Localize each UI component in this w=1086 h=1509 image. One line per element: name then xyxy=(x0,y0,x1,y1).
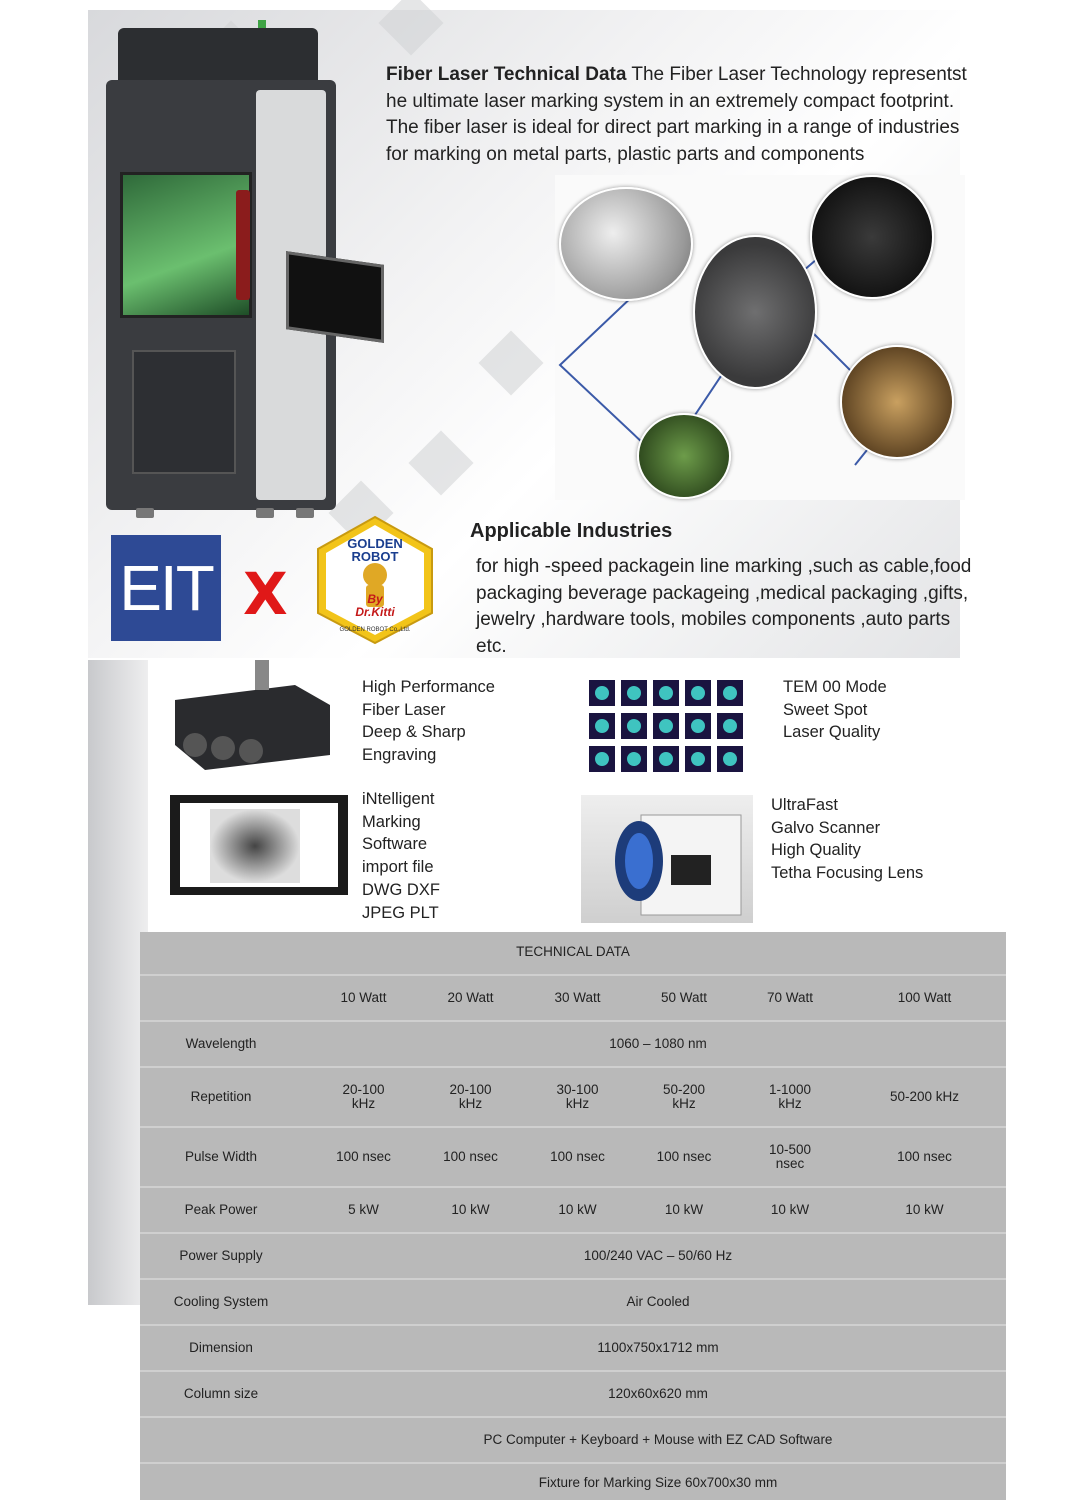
golden-author: Dr.Kitti xyxy=(355,605,395,619)
table-row xyxy=(140,1462,1006,1502)
feature-line: High Quality xyxy=(771,841,861,860)
part-sample xyxy=(637,413,731,499)
feature-line: import file xyxy=(362,858,434,877)
row-value: 10 kW xyxy=(770,1202,810,1217)
row-value: 1060 – 1080 nm xyxy=(609,1036,707,1051)
column-header: 70 Watt xyxy=(766,990,814,1005)
feature-line: Deep & Sharp xyxy=(362,723,466,742)
row-label: Power Supply xyxy=(179,1248,263,1263)
golden-line1: GOLDEN xyxy=(347,536,403,551)
connector-sample xyxy=(840,345,954,459)
row-value: 50-200 kHz xyxy=(662,1082,706,1111)
row-label xyxy=(140,1464,302,1502)
table-header-row xyxy=(140,974,1006,1020)
galvo-scanner-image xyxy=(581,795,753,923)
table-row xyxy=(140,1066,1006,1126)
row-value: 100/240 VAC – 50/60 Hz xyxy=(583,1248,733,1263)
beam-mode-image xyxy=(577,676,749,778)
row-value: 100 nsec xyxy=(550,1149,605,1164)
software-screenshot-image xyxy=(170,795,348,895)
intro-title: Fiber Laser Technical Data xyxy=(386,64,627,85)
column-header: 10 Watt xyxy=(340,990,387,1005)
row-value: 20-100 kHz xyxy=(449,1082,492,1111)
feature-tem-mode xyxy=(783,676,887,744)
row-label: Repetition xyxy=(190,1089,252,1104)
row-value: 1-1000 kHz xyxy=(768,1082,812,1111)
row-value: 1100x750x1712 mm xyxy=(597,1340,719,1355)
row-value: 100 nsec xyxy=(443,1149,498,1164)
tube-sample xyxy=(559,187,693,301)
industries-title: Applicable Industries xyxy=(470,520,673,542)
table-row xyxy=(140,1278,1006,1324)
feature-line: Sweet Spot xyxy=(783,700,868,719)
row-value: 20-100 kHz xyxy=(342,1082,385,1111)
golden-by: By xyxy=(367,592,383,606)
column-header: 100 Watt xyxy=(897,990,952,1005)
row-label: Dimension xyxy=(189,1340,253,1355)
feature-line: Marking xyxy=(362,812,421,831)
golden-line2: ROBOT xyxy=(351,549,399,564)
row-value: 5 kW xyxy=(348,1202,379,1217)
column-header: 30 Watt xyxy=(554,990,601,1005)
row-label: Wavelength xyxy=(185,1036,257,1051)
feature-line: Galvo Scanner xyxy=(771,818,881,837)
qr-sample xyxy=(693,235,817,389)
row-label xyxy=(140,1418,302,1462)
feature-line: High Performance xyxy=(362,678,495,696)
feature-line: Laser Quality xyxy=(783,723,881,742)
row-value: 10 kW xyxy=(905,1202,944,1217)
feature-line: iNtelligent xyxy=(362,790,435,808)
feature-line: Software xyxy=(362,835,428,854)
cross-icon: X xyxy=(243,560,288,628)
table-row xyxy=(140,1416,1006,1462)
row-label: Peak Power xyxy=(184,1202,258,1217)
laser-machine-image xyxy=(96,20,366,530)
table-row xyxy=(140,1186,1006,1232)
golden-robot-logo xyxy=(316,515,434,645)
technical-data-table xyxy=(140,932,1006,1500)
intro-paragraph xyxy=(386,62,976,168)
feature-galvo xyxy=(771,794,923,885)
row-value: 100 nsec xyxy=(897,1149,952,1164)
row-value: Fixture for Marking Size 60x700x30 mm xyxy=(538,1475,778,1490)
row-value: 100 nsec xyxy=(656,1149,712,1164)
feature-line: Tetha Focusing Lens xyxy=(771,864,924,883)
side-background xyxy=(88,660,148,1305)
row-label: Column size xyxy=(183,1386,259,1401)
row-value: 30-100 kHz xyxy=(556,1082,599,1111)
table-row xyxy=(140,1020,1006,1066)
row-value: Air Cooled xyxy=(626,1294,690,1309)
row-value: 10-500 nsec xyxy=(768,1142,812,1171)
table-row xyxy=(140,1324,1006,1370)
row-value: 10 kW xyxy=(558,1202,597,1217)
row-label: Pulse Width xyxy=(184,1149,258,1164)
feature-line: DWG DXF xyxy=(362,880,440,899)
table-title: TECHNICAL DATA xyxy=(516,944,630,959)
table-row xyxy=(140,1370,1006,1416)
eit-logo: EIT xyxy=(111,535,221,641)
feature-line: Fiber Laser xyxy=(362,700,446,719)
feature-software xyxy=(362,788,440,924)
feature-fiber-laser xyxy=(362,676,495,767)
feature-line: JPEG PLT xyxy=(362,903,439,922)
column-header: 50 Watt xyxy=(660,990,708,1005)
row-value: 100 nsec xyxy=(336,1149,391,1164)
icon-sample xyxy=(810,175,934,299)
row-value: 120x60x620 mm xyxy=(608,1386,708,1401)
table-row xyxy=(140,1126,1006,1186)
marking-samples-image xyxy=(555,175,965,500)
row-label: Cooling System xyxy=(173,1294,269,1309)
intro-body: The Fiber Laser Technology representst he ultimate laser marking system in an extremely compact footprint. The fiber laser is ideal for direct part marking in a range of industries for marking on metal parts, plastic parts and components xyxy=(386,64,967,165)
golden-company: GOLDEN ROBOT Co.,Ltd. xyxy=(339,627,411,633)
row-value: 10 kW xyxy=(664,1202,704,1217)
feature-line: Engraving xyxy=(362,746,437,765)
table-row xyxy=(140,1232,1006,1278)
industries-body: for high -speed packagein line marking ,such as cable,food packaging beverage packageing ,medical packaging ,gifts, jewelry ,hardware tools, mobiles components ,auto parts etc. xyxy=(476,556,972,657)
row-value: 10 kW xyxy=(451,1202,490,1217)
laser-source-image xyxy=(165,660,335,775)
feature-line: TEM 00 Mode xyxy=(783,678,887,696)
row-value: PC Computer + Keyboard + Mouse with EZ CAD Software xyxy=(483,1432,833,1447)
feature-line: UltraFast xyxy=(771,796,838,814)
column-header: 20 Watt xyxy=(447,990,494,1005)
row-value: 50-200 kHz xyxy=(889,1089,960,1104)
